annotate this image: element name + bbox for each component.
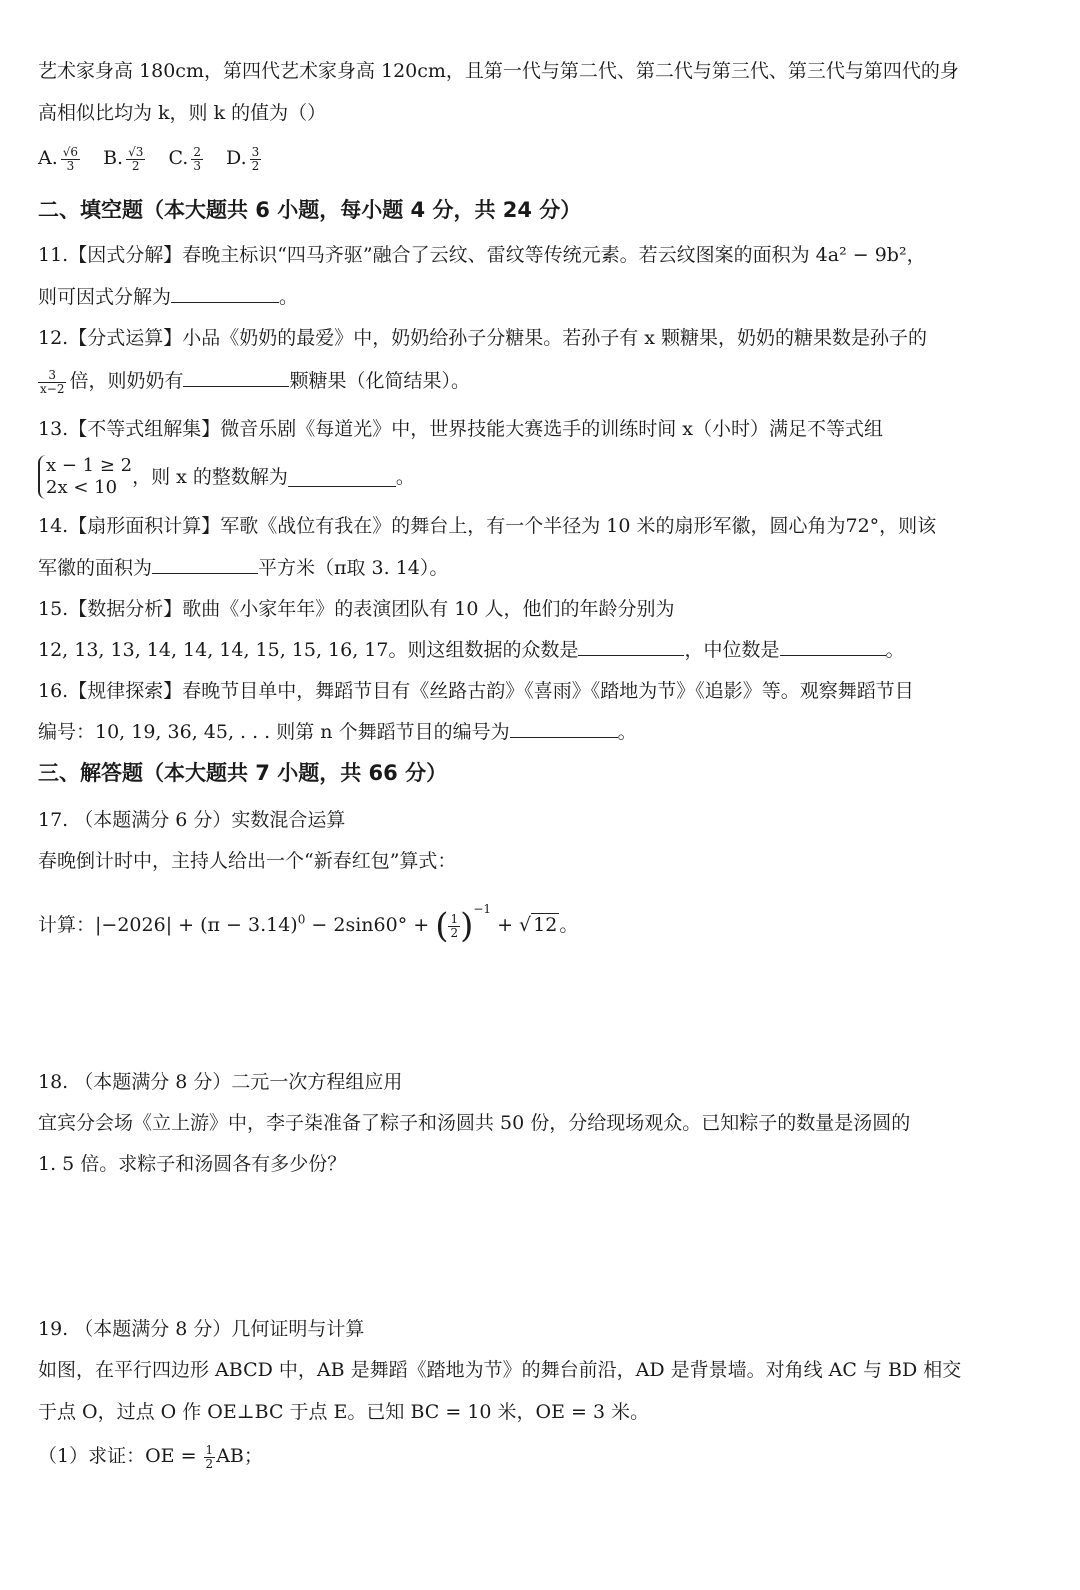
q18-header: 18. （本题满分 8 分）二元一次方程组应用 (38, 1071, 403, 1093)
q10-option-d: D. $\frac{3}{2}$ (226, 144, 260, 173)
q15-mode-blank[interactable] (578, 637, 684, 656)
q17-header: 17. （本题满分 6 分）实数混合运算 (38, 809, 346, 831)
q13-text-line2: x − 1 ≥ 2 2x < 10 ，则 x 的整数解为 。 (38, 455, 415, 499)
q14-text-line1: 14.【扇形面积计算】军歌《战位有我在》的舞台上，有一个半径为 10 米的扇形军徽，圆心角为72°，则该 (38, 515, 937, 537)
q11-answer-blank[interactable] (171, 284, 279, 303)
q10-option-b: B. $\frac{√3}{2}$ (103, 144, 144, 173)
q13-text-line1: 13.【不等式组解集】微音乐剧《每道光》中，世界技能大赛选手的训练时间 x（小时）满足不等式组 (38, 418, 883, 440)
q10-option-a: A. $\frac{√6}{3}$ (38, 144, 79, 173)
q18-text-line2: 1. 5 倍。求粽子和汤圆各有多少份？ (38, 1153, 347, 1175)
q12-answer-blank[interactable] (183, 368, 289, 387)
q19-text-line1: 如图，在平行四边形 ABCD 中，AB 是舞蹈《踏地为节》的舞台前沿，AD 是背景墙。对角线 AC 与 BD 相交 (38, 1359, 962, 1381)
q10-options (38, 145, 278, 173)
q10-text-line1: 艺术家身高 180cm，第四代艺术家身高 120cm，且第一代与第二代、第二代与第三代、第三代与第四代的身 (38, 60, 959, 82)
q13-answer-blank[interactable] (288, 468, 396, 487)
q17-expression: 计算：$|-2026| + (\pi - 3.14)^0 - 2\sin 60^\circ$ + ( $\frac{1}{2}$ )$^{-1}$ + √ 12 。 (38, 902, 579, 946)
q17-text-line1: 春晚倒计时中，主持人给出一个“新春红包”算式： (38, 850, 457, 872)
q16-text-line1: 16.【规律探索】春晚节目单中，舞蹈节目有《丝路古韵》《喜雨》《踏地为节》《追影》等。观察舞蹈节目 (38, 680, 914, 702)
q14-text-line2: 军徽的面积为 平方米（π取 3. 14）。 (38, 557, 449, 579)
q18-text-line1: 宜宾分会场《立上游》中，李子柒准备了粽子和汤圆共 50 份，分给现场观众。已知粽子的数量是汤圆的 (38, 1112, 911, 1134)
q15-median-blank[interactable] (780, 637, 886, 656)
q16-answer-blank[interactable] (510, 719, 618, 738)
q19-text-line2: 于点 O，过点 O 作 OE⊥BC 于点 E。已知 BC = 10 米，OE = 3 米。 (38, 1401, 650, 1423)
q11-text-line1: 11.【因式分解】春晚主标识“四马齐驱”融合了云纹、雷纹等传统元素。若云纹图案的面积为 4a² − 9b²， (38, 244, 926, 266)
q14-answer-blank[interactable] (152, 555, 258, 574)
q15-text-line2: 12, 13, 13, 14, 14, 14, 15, 15, 16, 17。则这组数据的众数是 ，中位数是 。 (38, 639, 905, 661)
q13-inequality-system: x − 1 ≥ 2 2x < 10 (38, 455, 132, 499)
section-3-heading: 三、解答题（本大题共 7 小题，共 66 分） (38, 761, 448, 785)
q12-text-line1: 12.【分式运算】小品《奶奶的最爱》中，奶奶给孙子分糖果。若孙子有 x 颗糖果，奶奶的糖果数是孙子的 (38, 327, 928, 349)
q10-option-c: C. $\frac{2}{3}$ (168, 144, 201, 173)
q11-text-line2: 则可因式分解为 。 (38, 286, 299, 308)
q16-text-line2: 编号：10, 19, 36, 45, . . . 则第 n 个舞蹈节目的编号为 。 (38, 721, 637, 743)
q12-text-line2: $\frac{3}{x-2}$ 倍，则奶奶有 颗糖果（化简结果）。 (40, 367, 470, 396)
q10-text-line2: 高相似比均为 k，则 k 的值为（） (38, 102, 327, 124)
q19-header: 19. （本题满分 8 分）几何证明与计算 (38, 1318, 365, 1340)
section-2-heading: 二、填空题（本大题共 6 小题，每小题 4 分，共 24 分） (38, 198, 582, 222)
q19-sub1: （1）求证：OE = $\frac{1}{2}$ AB； (38, 1442, 263, 1471)
q15-text-line1: 15.【数据分析】歌曲《小家年年》的表演团队有 10 人，他们的年龄分别为 (38, 598, 675, 620)
